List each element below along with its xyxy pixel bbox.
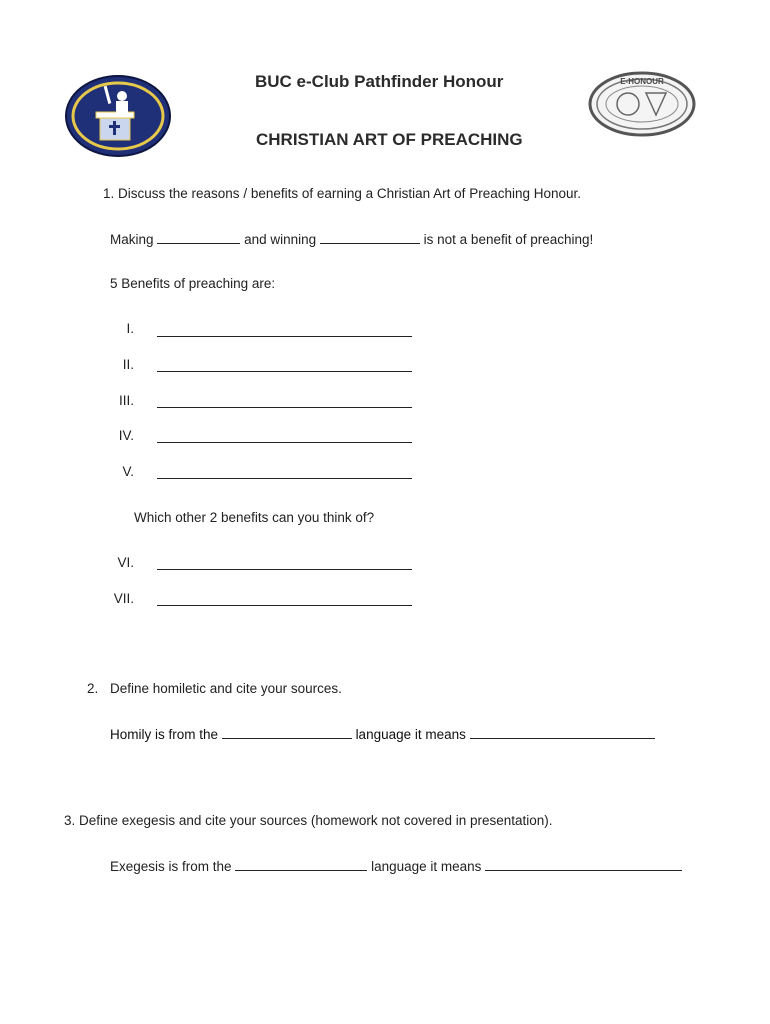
winning-blank[interactable] — [320, 231, 420, 244]
page-title: BUC e-Club Pathfinder Honour — [255, 72, 504, 91]
benefit-numeral: V. — [122, 464, 134, 479]
benefit-answer-line[interactable] — [157, 442, 412, 443]
homily-from-label: Homily is from the — [110, 727, 219, 742]
question-1-prompt: 1. Discuss the reasons / benefits of earning a Christian Art of Preaching Honour. — [103, 186, 582, 201]
and-winning-label: and winning — [244, 232, 317, 247]
benefit-numeral: III. — [118, 393, 134, 408]
preaching-honour-badge-logo — [64, 74, 172, 158]
homily-language-means-label: language it means — [355, 727, 466, 742]
benefit-numeral: II. — [122, 357, 134, 372]
making-blank[interactable] — [157, 231, 240, 244]
other-benefit-answer-line[interactable] — [157, 605, 412, 606]
benefit-answer-line[interactable] — [157, 478, 412, 479]
homily-sentence — [110, 726, 655, 742]
making-label: Making — [110, 232, 154, 247]
exegesis-meaning-blank[interactable] — [485, 858, 682, 871]
other-benefit-numeral: VII. — [113, 591, 134, 606]
benefit-answer-line[interactable] — [157, 336, 412, 337]
question-2-number: 2. — [87, 681, 99, 696]
question-3-prompt: 3. Define exegesis and cite your sources (homework not covered in presentation). — [64, 813, 553, 828]
benefit-numeral: I. — [126, 321, 134, 336]
e-honour-seal-logo — [588, 71, 696, 137]
question-2-prompt: Define homiletic and cite your sources. — [110, 681, 342, 696]
benefit-answer-line[interactable] — [157, 371, 412, 372]
benefit-numeral: IV. — [118, 428, 134, 443]
exegesis-from-label: Exegesis is from the — [110, 859, 232, 874]
not-benefit-label: is not a benefit of preaching! — [423, 232, 594, 247]
homily-language-blank[interactable] — [222, 726, 352, 739]
exegesis-language-blank[interactable] — [235, 858, 367, 871]
benefits-heading: 5 Benefits of preaching are: — [110, 276, 276, 291]
other-benefit-answer-line[interactable] — [157, 569, 412, 570]
seal-text: E-HONOUR — [620, 77, 664, 86]
homily-meaning-blank[interactable] — [470, 726, 655, 739]
exegesis-language-means-label: language it means — [371, 859, 482, 874]
other-benefits-heading: Which other 2 benefits can you think of? — [134, 510, 375, 525]
page-subtitle: CHRISTIAN ART OF PREACHING — [256, 130, 523, 149]
exegesis-sentence — [110, 858, 682, 874]
benefit-answer-line[interactable] — [157, 407, 412, 408]
other-benefit-numeral: VI. — [117, 555, 134, 570]
making-sentence — [110, 231, 593, 247]
